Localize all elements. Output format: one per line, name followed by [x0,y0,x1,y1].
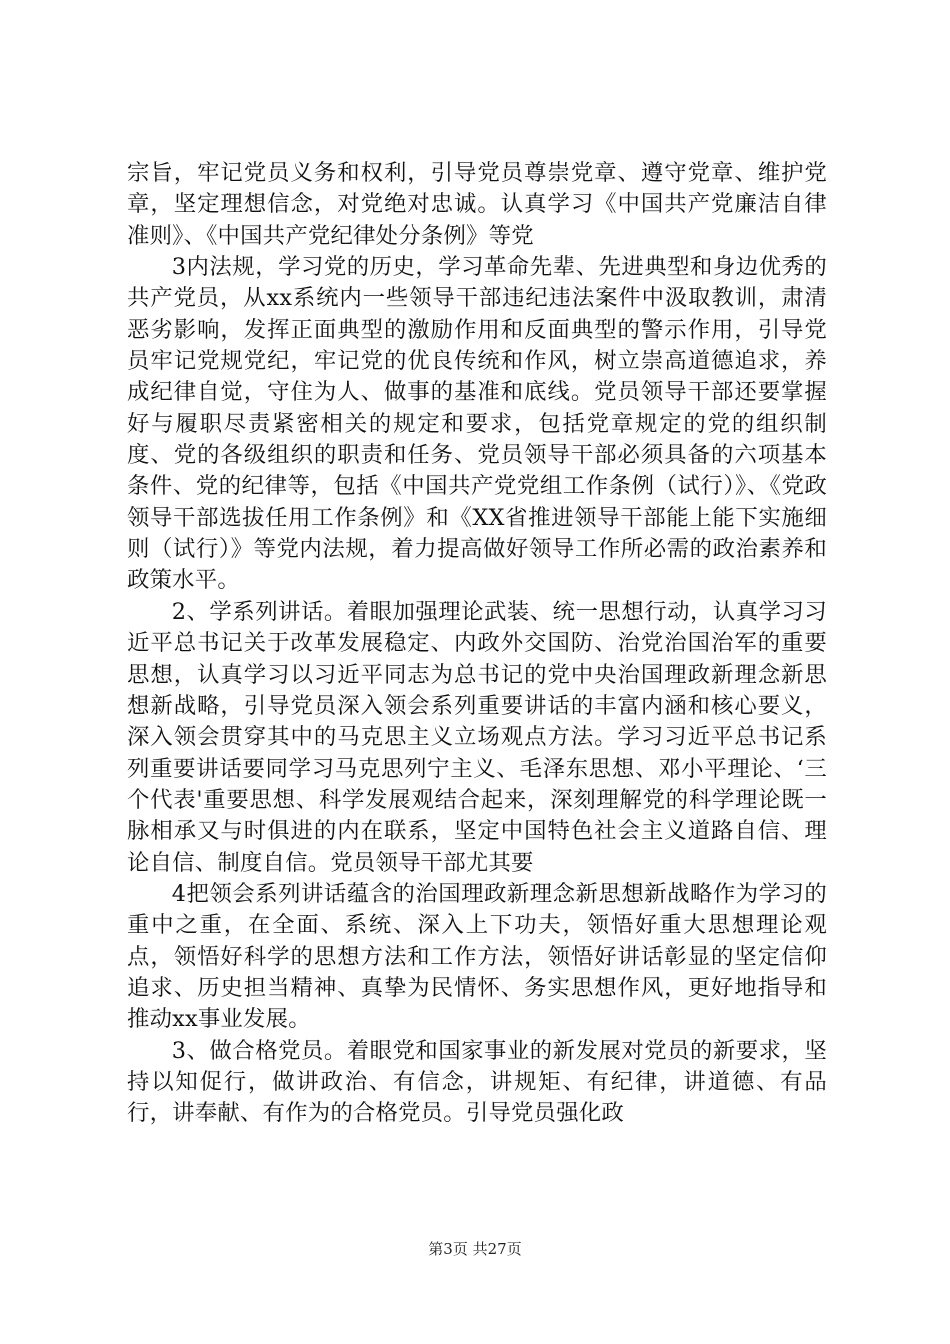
paragraph-qualified-member: 3、做合格党员。着眼党和国家事业的新发展对党员的新要求，坚持以知促行，做讲政治、有信念，讲规矩、有纪律，讲道德、有品行，讲奉献、有作为的合格党员。引导党员强化政 [127,1037,827,1127]
page-number-footer: 第3页 共27页 [428,1240,522,1258]
paragraph-continuation: 宗旨，牢记党员义务和权利，引导党员尊崇党章、遵守党章、维护党章，坚定理想信念，对党绝对忠诚。认真学习《中国共产党廉洁自律准则》、《中国共产党纪律处分条例》等党 [127,160,827,249]
paragraph-party-regulations: 3内法规，学习党的历史，学习革命先辈、先进典型和身边优秀的共产党员，从xx系统内一些领导干部违纪违法案件中汲取教训，肃清恶劣影响，发挥正面典型的激励作用和反面典型的警示作用，引导党员牢记党规党纪，牢记党的优良传统和作风，树立崇高道德追求，养成纪律自觉，守住为人、做事的基准和底线。党员领导干部还要掌握好与履职尽责紧密相关的规定和要求，包括党章规定的党的组织制度、党的各级组织的职责和任务、党员领导干部必须具备的六项基本条件、党的纪律等，包括《中国共产党党组工作条例（试行）》、《党政领导干部选拔任用工作条例》和《XX省推进领导干部能上能下实施细则（试行）》等党内法规，着力提高做好领导工作所必需的政治素养和政策水平。 [127,254,827,594]
paragraph-key-focus: 4把领会系列讲话蕴含的治国理政新理念新思想新战略作为学习的重中之重，在全面、系统、深入上下功夫，领悟好重大思想理论观点，领悟好科学的思想方法和工作方法，领悟好讲话彰显的坚定信仰追求、历史担当精神、真挚为民情怀、务实思想作风，更好地指导和推动xx事业发展。 [127,880,827,1033]
document-body [127,158,827,1130]
paragraph-study-speeches: 2、学系列讲话。着眼加强理论武装、统一思想行动，认真学习习近平总书记关于改革发展稳定、内政外交国防、治党治国治军的重要思想，认真学习以习近平同志为总书记的党中央治国理政新理念新思想新战略，引导党员深入领会系列重要讲话的丰富内涵和核心要义，深入领会贯穿其中的马克思主义立场观点方法。学习习近平总书记系列重要讲话要同学习马克思列宁主义、毛泽东思想、邓小平理论、‘三个代表'重要思想、科学发展观结合起来，深刻理解党的科学理论既一脉相承又与时俱进的内在联系，坚定中国特色社会主义道路自信、理论自信、制度自信。党员领导干部尤其要 [127,598,827,876]
